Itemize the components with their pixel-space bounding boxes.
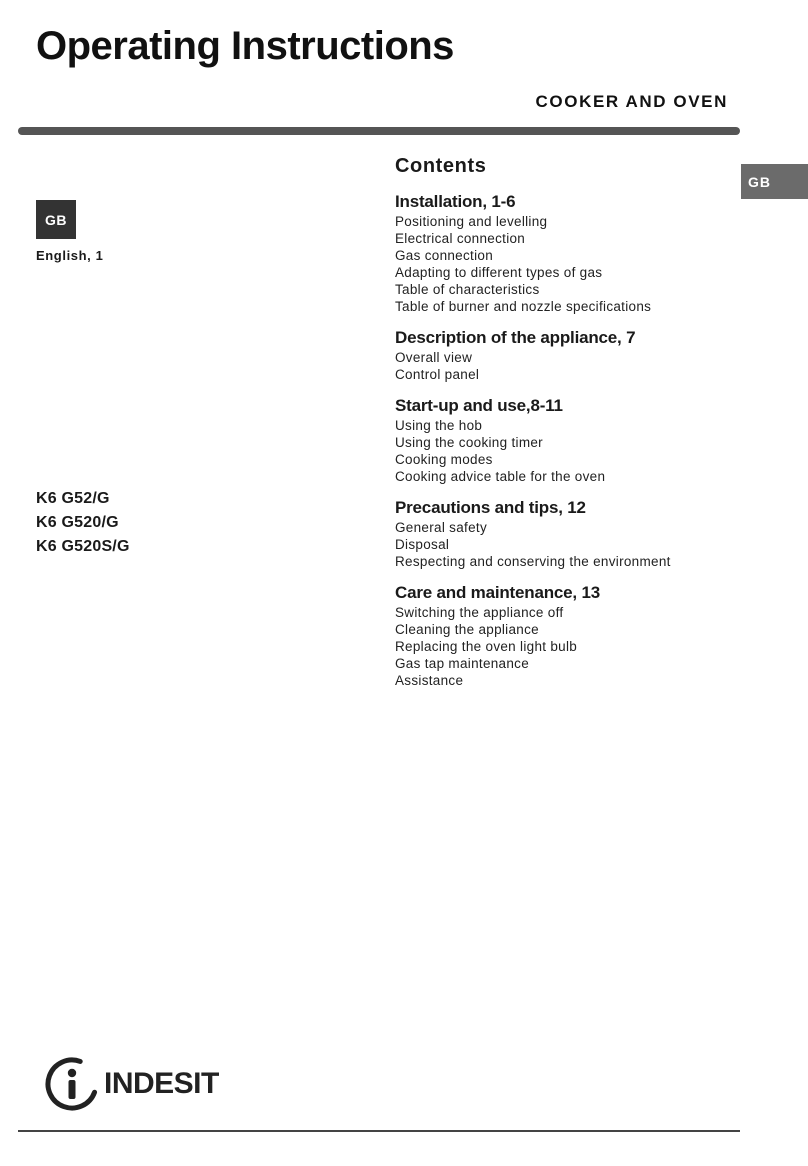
- product-type-subtitle: COOKER AND OVEN: [535, 92, 728, 111]
- model-number: K6 G520S/G: [36, 538, 130, 555]
- toc-item: Gas tap maintenance: [395, 656, 530, 671]
- toc-section-title: Care and maintenance, 13: [395, 583, 600, 602]
- table-of-contents: [395, 155, 795, 701]
- toc-section-description: [395, 327, 795, 383]
- toc-section-title: Start-up and use,8-11: [395, 396, 563, 415]
- model-number: K6 G520/G: [36, 514, 119, 531]
- toc-item: Control panel: [395, 367, 480, 382]
- language-edge-tab: GB: [741, 164, 808, 199]
- toc-section-title: Description of the appliance, 7: [395, 328, 636, 347]
- toc-item: Gas connection: [395, 248, 494, 263]
- toc-section-care: [395, 582, 795, 689]
- toc-item: Respecting and conserving the environment: [395, 554, 671, 569]
- brand-logo-text: INDESIT: [104, 1067, 219, 1100]
- toc-item: Table of characteristics: [395, 282, 540, 297]
- model-number: K6 G52/G: [36, 490, 110, 507]
- toc-item: Switching the appliance off: [395, 605, 564, 620]
- toc-item: Adapting to different types of gas: [395, 265, 603, 280]
- toc-section-title: Installation, 1-6: [395, 192, 516, 211]
- toc-item: Disposal: [395, 537, 450, 552]
- brand-logo: [44, 1056, 219, 1112]
- toc-item: Table of burner and nozzle specifications: [395, 299, 652, 314]
- toc-item: Cooking advice table for the oven: [395, 469, 606, 484]
- toc-section-precautions: [395, 497, 795, 570]
- toc-item: Assistance: [395, 673, 464, 688]
- toc-item: Using the hob: [395, 418, 483, 433]
- toc-item: Cooking modes: [395, 452, 493, 467]
- indesit-i-logo-icon: [44, 1056, 100, 1112]
- bottom-divider: [18, 1130, 740, 1132]
- toc-item: Using the cooking timer: [395, 435, 543, 450]
- toc-item: Replacing the oven light bulb: [395, 639, 578, 654]
- toc-section-title: Precautions and tips, 12: [395, 498, 586, 517]
- language-page-ref: English, 1: [36, 248, 104, 263]
- model-list: [36, 487, 130, 559]
- toc-item: Positioning and levelling: [395, 214, 548, 229]
- contents-heading: Contents: [395, 155, 487, 177]
- toc-item: Cleaning the appliance: [395, 622, 539, 637]
- toc-item: General safety: [395, 520, 487, 535]
- toc-section-installation: [395, 191, 795, 315]
- page-title: Operating Instructions: [36, 24, 454, 68]
- toc-item: Overall view: [395, 350, 473, 365]
- toc-item: Electrical connection: [395, 231, 526, 246]
- top-divider: [18, 127, 740, 135]
- toc-section-startup: [395, 395, 795, 485]
- language-badge: GB: [36, 200, 76, 239]
